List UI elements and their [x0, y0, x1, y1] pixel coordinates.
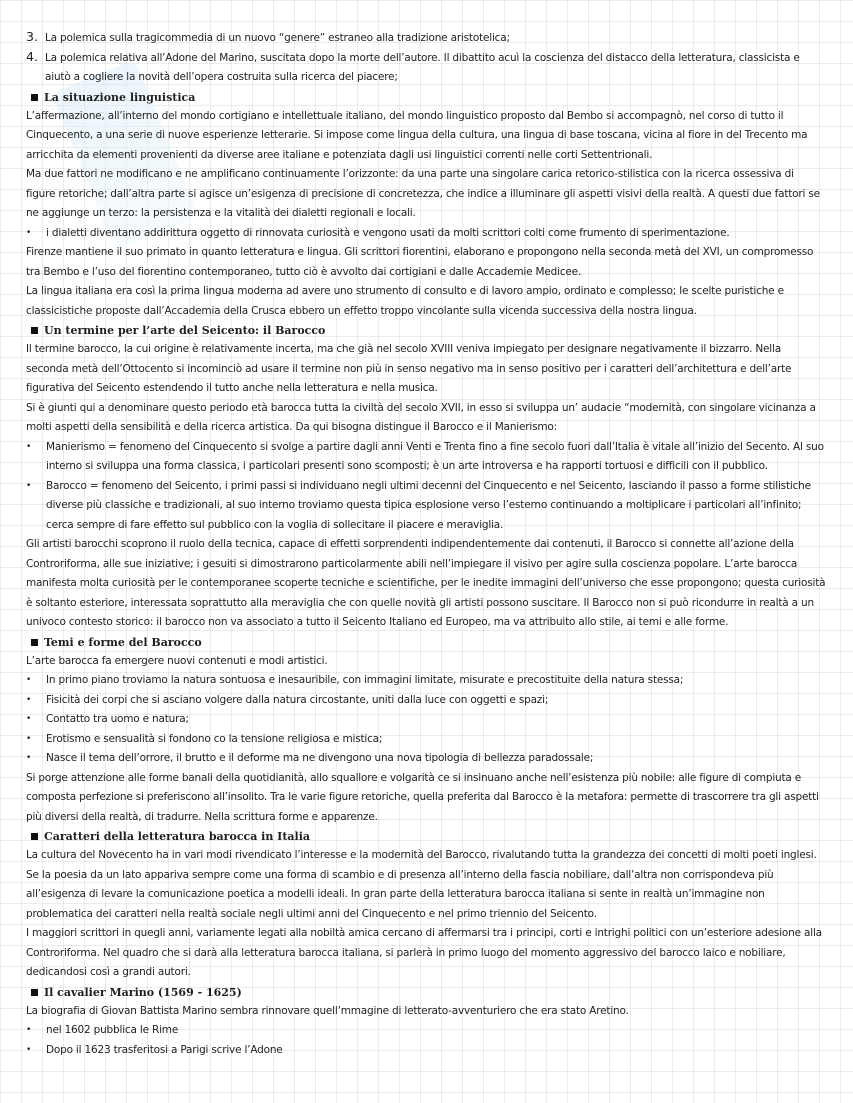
- bullet-text: Erotismo e sensualità si fondono co la tensione religiosa e mistica;: [46, 732, 383, 745]
- paragraph: Si è giunti qui a denominare questo periodo età barocca tutta la civiltà del secolo XVII, in esso si sviluppa un’ audacie “modernità, con singolare vicinanza a molti aspetti della sensibilità e della ricerca artistica. Da qui bisogna distingue il Barocco e il Manierismo:: [26, 401, 816, 433]
- square-bullet-icon: [31, 989, 38, 996]
- paragraph: Ma due fattori ne modificano e ne amplificano continuamente l’orizzonte: da una parte una singolare carica retorico-stilistica con la ricerca ossessiva di figure retoriche; dall’altra parte si agisce un’esigenza di precisione di concretezza, che indice a illuminare gli aspetti visivi della realtà. A questi due fattori se ne aggiunge un terzo: la persistenza e la vitalità dei dialetti regionali e locali.: [26, 168, 820, 219]
- item-number: 4.: [26, 48, 38, 64]
- sections: [26, 88, 826, 1061]
- bullet-item: [26, 224, 826, 244]
- paragraph: Il termine barocco, la cui origine è relativamente incerta, ma che già nel secolo XVIII veniva impiegato per designare negativamente il bizzarro. Nella seconda metà dell’Ottocento si incominciò ad usare il termine non più in senso negativo ma in senso positivo per i caratteri dell’architettura e dell’arte figurativa del Seicento estendendo il tutto anche nella letteratura e nella musica.: [26, 343, 792, 394]
- bullet-text: Fisicità dei corpi che si asciano volgere dalla natura circostante, uniti dalla luce con oggetti e spazi;: [46, 693, 549, 706]
- section-heading-text: Un termine per l’arte del Seicento: il Barocco: [44, 324, 326, 337]
- section-heading: [26, 827, 826, 846]
- section-heading-text: Caratteri della letteratura barocca in Italia: [44, 830, 311, 843]
- bullet-icon: •: [26, 675, 32, 685]
- section-heading-text: Temi e forme del Barocco: [44, 635, 202, 649]
- section-heading-text: La situazione linguistica: [44, 90, 196, 104]
- paragraph: La biografia di Giovan Battista Marino sembra rinnovare quell’mmagine di letterato-avventuriero che era stato Aretino.: [26, 1004, 629, 1017]
- paragraph: La cultura del Novecento ha in vari modi rivendicato l’interesse e la modernità del Barocco, rivalutando tutta la grandezza dei concetti di molti poeti inglesi. Se la poesia da un lato appariva sempre come una forma di scambio e di presenza all’interno della fascia nobiliare, dall’altra non corrispondeva più all’esigenza di levare la comunicazione poetica a modelli ideali. In gran parte della letteratura barocca italiana si sente in realtà un’immagine non problematica dei caratteri nella realtà sociale negli ultimi anni del Cinquecento e nel primo triennio del Seicento.: [26, 849, 817, 920]
- item-text: La polemica relativa all’Adone del Marino, suscitata dopo la morte dell’autore. Il dibattito acuì la coscienza del distacco della letteratura, classicista e aiutò a cogliere la novità dell’opera costruita sulla ricerca del piacere;: [45, 51, 800, 83]
- bullet-icon: •: [26, 441, 32, 452]
- bullet-item: [26, 1021, 826, 1041]
- paragraph: Firenze mantiene il suo primato in quanto letteratura e lingua. Gli scrittori fiorentini, elaborano e propongono nella seconda metà del XVI, un compromesso tra Bembo e l’uso del fiorentino contemporaneo, tutto ciò è avvolto dai cortigiani e dalle Accademie Medicee.: [26, 246, 814, 278]
- square-bullet-icon: [31, 833, 38, 840]
- bullet-icon: •: [26, 753, 32, 763]
- bullet-icon: •: [26, 227, 32, 238]
- paragraph: I maggiori scrittori in quegli anni, variamente legati alla nobiltà amica cercano di affermarsi tra i principi, corti e intrighi politici con un’esteriore adesione alla Controriforma. Nel quadro che si darà alla letteratura barocca italiana, si parlerà in primo luogo del momento aggressivo del barocco laico e nobiliare, dedicandosi così a grandi autori.: [26, 927, 822, 978]
- bullet-item: [26, 438, 826, 477]
- numbered-item: [26, 29, 826, 49]
- bullet-text: Nasce il tema dell’orrore, il brutto e il deforme ma ne divengono una nova tipologia di bellezza paradossale;: [46, 752, 594, 764]
- paragraph: La lingua italiana era così la prima lingua moderna ad avere uno strumento di consulto e di lavoro ampio, ordinato e complesso; le scelte puristiche e classicistiche proposte dall’Accademia della Crusca ebbero un effetto troppo vincolante sulla vicenda successiva della nostra lingua.: [26, 285, 784, 317]
- bullet-text: nel 1602 pubblica le Rime: [46, 1024, 179, 1036]
- bullet-item: [26, 1041, 826, 1061]
- item-text: La polemica sulla tragicommedia di un nuovo “genere” estraneo alla tradizione aristotelica;: [45, 32, 510, 44]
- paragraph: Gli artisti barocchi scoprono il ruolo della tecnica, capace di effetti sorprendenti indipendentemente dai contenuti, il Barocco si connette all’azione della Controriforma, alle sue iniziative; i gesuiti si dimostrarono particolarmente abili nell’impiegare il visivo per agire sulla coscienza popolare. L’arte barocca manifesta molta curiosità per le contemporanee scoperte tecniche e scientifiche, per le inedite immagini dell’universo che esse propongono; questa curiosità è soltanto esteriore, interessata soprattutto alla meraviglia che con quelle novità gli artisti possono suscitare. Il Barocco non si può ricondurre in realtà a un univoco contesto storico: il barocco non va associato a tutto il Seicento Italiano ed Europeo, ma va attribuito allo stile, ai temi e alle forme.: [26, 538, 826, 628]
- bullet-icon: •: [26, 1025, 32, 1035]
- paragraph: L’affermazione, all’interno del mondo cortigiano e intellettuale italiano, del mondo linguistico proposto dal Bembo si accompagnò, nel corso di tutto il Cinquecento, a una serie di nuove esperienze letterarie. Si impose come lingua della cultura, una lingua di base toscana, vicina al fiore in del Trecento ma arricchita da elementi provenienti da diverse aree italiane e potenziata dagli usi linguistici correnti nelle corti Settentrionali.: [26, 109, 808, 161]
- square-bullet-icon: [31, 639, 38, 646]
- bullet-text: Manierismo = fenomeno del Cinquecento si svolge a partire dagli anni Venti e Trenta fino a fine secolo fuori dall’Italia è vitale all’inizio del Secento. Al suo interno si sviluppa una forma classica, i particolari presenti sono scomposti; è un arte introversa e ha rapporti tortuosi e difficili con il pubblico.: [46, 440, 824, 472]
- bullet-icon: •: [26, 694, 32, 705]
- bullet-text: Dopo il 1623 trasferitosi a Parigi scrive l’Adone: [46, 1043, 283, 1056]
- section-heading: [26, 633, 826, 652]
- bullet-item: [26, 710, 826, 730]
- numbered-item: [26, 49, 826, 88]
- square-bullet-icon: [31, 94, 38, 101]
- bullet-text: Contatto tra uomo e natura;: [46, 713, 189, 725]
- bullet-item: [26, 691, 826, 711]
- square-bullet-icon: [31, 327, 38, 334]
- section-heading: [26, 88, 826, 107]
- section-heading: [26, 321, 826, 340]
- bullet-item: [26, 671, 826, 691]
- bullet-icon: •: [26, 714, 32, 724]
- bullet-text: In primo piano troviamo la natura sontuosa e inesauribile, con immagini limitate, misurate e precostituite della natura stessa;: [46, 674, 684, 686]
- bullet-icon: •: [26, 1044, 32, 1055]
- bullet-item: [26, 477, 826, 536]
- numbered-list: [26, 29, 826, 88]
- bullet-text: i dialetti diventano addirittura oggetto di rinnovata curiosità e vengono usati da molti scrittori colti come frumento di sperimentazione.: [46, 226, 730, 239]
- bullet-icon: •: [26, 733, 32, 744]
- item-number: 3.: [26, 29, 38, 44]
- bullet-item: [26, 730, 826, 750]
- bullet-item: [26, 749, 826, 769]
- paragraph: L’arte barocca fa emergere nuovi contenuti e modi artistici.: [26, 654, 328, 667]
- section-heading: [26, 983, 826, 1002]
- document-page: [26, 29, 826, 1060]
- section-heading-text: Il cavalier Marino (1569 - 1625): [44, 985, 242, 999]
- paragraph: Si porge attenzione alle forme banali della quotidianità, allo squallore e volgarità ce si insinuano anche nell’esistenza più nobile: alle figure di compiuta e composta perfezione si preferiscono all’insolito. Tra le varie figure retoriche, quella preferita dal Barocco è la metafora: permette di trascorrere tra gli aspetti più diversi della realtà, di tradurre. Nella scrittura forme e apparenze.: [26, 771, 819, 823]
- bullet-icon: •: [26, 480, 32, 491]
- bullet-text: Barocco = fenomeno del Seicento, i primi passi si individuano negli ultimi decenni del Cinquecento e nel Seicento, lasciando il passo a forme stilistiche diverse più classiche e tradizionali, al suo interno troviamo questa tipica esplosione verso l’esterno continuando a moltiplicare i particolari all’infinito; cerca sempre di fare effetto sul pubblico con la voglia di sollecitare il piacere e meraviglia.: [46, 479, 811, 531]
